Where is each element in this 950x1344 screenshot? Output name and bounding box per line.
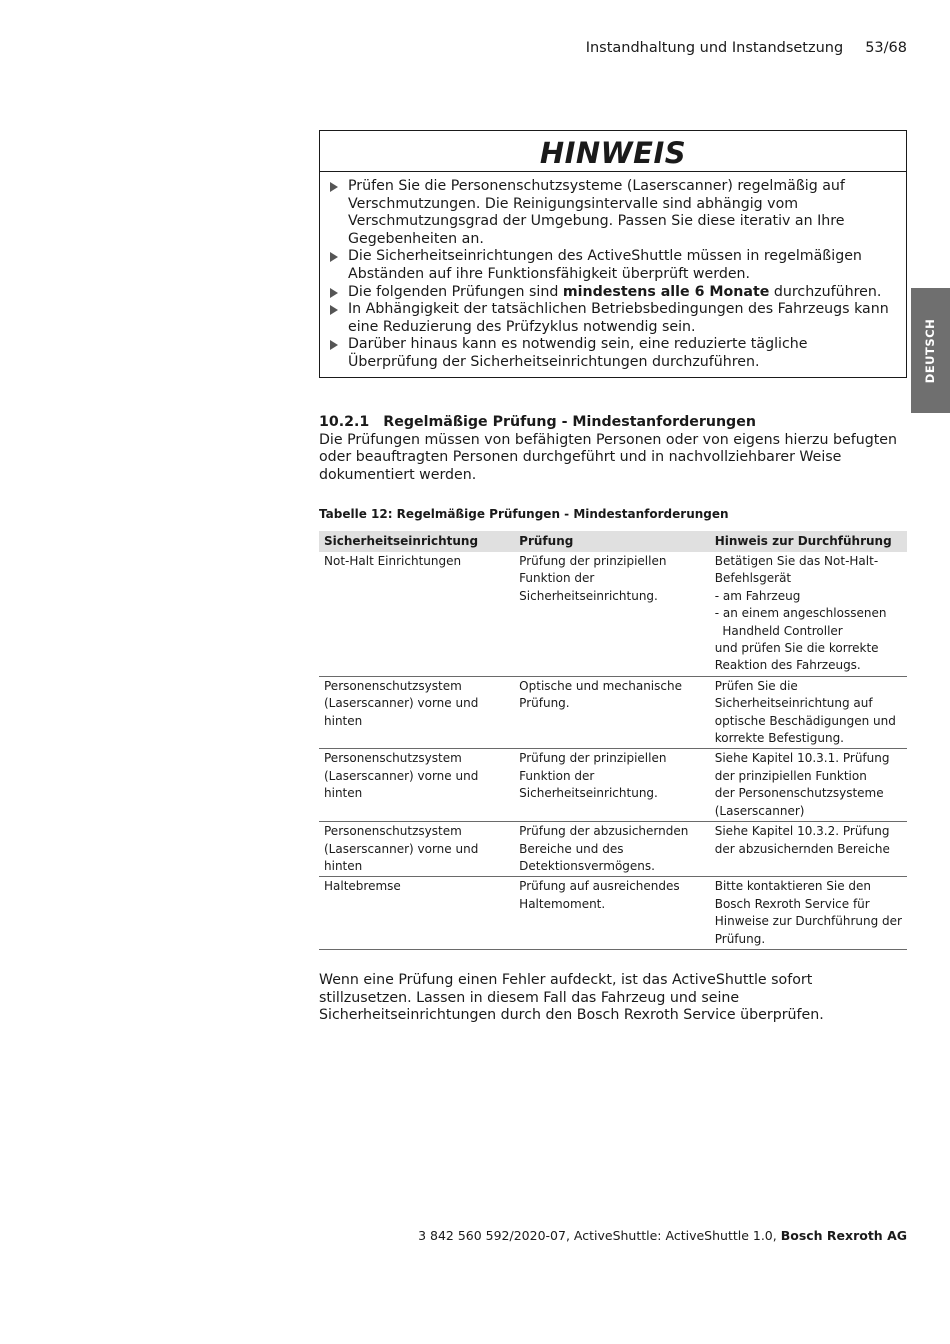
table-body: [319, 552, 907, 949]
column-header: Sicherheitseinrichtung: [319, 531, 514, 552]
cell-line: Optische und mechanische: [519, 678, 682, 693]
notice-title: HINWEIS: [320, 131, 906, 172]
language-tab-label: DEUTSCH: [923, 318, 938, 383]
page-footer: [418, 1228, 907, 1243]
notice-item-text-after: durchzuführen.: [769, 283, 882, 300]
cell-line: Sicherheitseinrichtung auf: [714, 696, 873, 711]
column-header: Prüfung: [514, 531, 710, 552]
cell-line: Prüfung der prinzipiellen: [519, 554, 667, 568]
cell-line: - am Fahrzeug: [714, 588, 801, 603]
language-tab: [911, 288, 950, 413]
table-row: [319, 822, 907, 877]
cell-line: der abzusichernden Bereiche: [714, 841, 890, 856]
cell-line: optische Beschädigungen und: [714, 713, 896, 728]
notice-item: [330, 336, 900, 371]
footer-text: 3 842 560 592/2020-07, ActiveShuttle: ActiveShuttle 1.0,: [418, 1228, 781, 1243]
table-row: [319, 676, 907, 749]
cell-line: Prüfen Sie die: [714, 678, 798, 693]
page-number: 53/68: [865, 40, 907, 56]
bullet-triangle-icon: [330, 182, 338, 192]
notice-item-text: Prüfen Sie die Personenschutzsysteme (Laserscanner) regelmäßig auf Verschmutzungen. Die Reinigungsintervalle sind abhängig vom Verschmutzungsgrad der Umgebung. Passen Sie diese iterativ an Ihre Gegebenheiten an.: [348, 178, 845, 247]
cell-line: Sicherheitseinrichtung.: [519, 786, 658, 801]
notice-item-text-before: Die folgenden Prüfungen sind: [348, 283, 563, 300]
table-cell: [319, 877, 514, 950]
table-cell: [319, 749, 514, 822]
cell-line: Prüfung auf ausreichendes: [519, 879, 680, 894]
cell-line: Reaktion des Fahrzeugs.: [714, 658, 861, 673]
table-header-row: [319, 531, 907, 552]
cell-line: der Personenschutzsysteme: [714, 786, 884, 801]
cell-line: Prüfung der abzusichernden: [519, 824, 689, 839]
table-cell: [710, 676, 907, 749]
cell-line: Handheld Controller: [714, 623, 843, 638]
cell-line: hinten: [324, 786, 363, 801]
table-caption: Tabelle 12: Regelmäßige Prüfungen - Mindestanforderungen: [319, 507, 729, 521]
table-cell: [319, 676, 514, 749]
cell-line: (Laserscanner) vorne und: [324, 696, 479, 711]
table-row: [319, 877, 907, 950]
cell-line: - an einem angeschlossenen: [714, 606, 887, 621]
cell-line: Personenschutzsystem: [324, 678, 462, 693]
column-header: Hinweis zur Durchführung: [710, 531, 907, 552]
table-cell: [710, 552, 907, 676]
cell-line: hinten: [324, 858, 363, 873]
cell-line: Personenschutzsystem: [324, 824, 462, 839]
cell-line: Prüfung.: [519, 696, 570, 711]
closing-paragraph: Wenn eine Prüfung einen Fehler aufdeckt, ist das ActiveShuttle sofort stillzusetzen. Lassen in diesem Fall das Fahrzeug und seine Sicherheitseinrichtungen durch den Bosch Rexroth Service überprüfen.: [319, 972, 824, 1024]
cell-line: Siehe Kapitel 10.3.2. Prüfung: [714, 824, 890, 839]
table-cell: [710, 749, 907, 822]
cell-line: hinten: [324, 713, 363, 728]
cell-line: Not-Halt Einrichtungen: [324, 554, 462, 568]
notice-box: [319, 130, 907, 378]
footer-company: Bosch Rexroth AG: [780, 1228, 907, 1243]
cell-line: Bitte kontaktieren Sie den: [714, 879, 872, 894]
bullet-triangle-icon: [330, 340, 338, 350]
notice-list: [320, 172, 906, 372]
notice-item-text: Darüber hinaus kann es notwendig sein, eine reduzierte tägliche Überprüfung der Sicherheitseinrichtungen durchzuführen.: [348, 336, 808, 370]
section-body: Die Prüfungen müssen von befähigten Personen oder von eigens hierzu befugten oder beauftragten Personen durchgeführt und in nachvollziehbarer Weise dokumentiert werden.: [319, 431, 898, 483]
table-cell: [514, 676, 710, 749]
section-title: Regelmäßige Prüfung - Mindestanforderungen: [383, 414, 756, 430]
cell-line: Haltebremse: [324, 879, 401, 894]
table-cell: [514, 822, 710, 877]
notice-item: [330, 284, 900, 302]
cell-line: Funktion der: [519, 768, 595, 783]
cell-line: der prinzipiellen Funktion: [714, 768, 867, 783]
cell-line: Bereiche und des: [519, 841, 624, 856]
bullet-triangle-icon: [330, 252, 338, 262]
cell-line: Hinweise zur Durchführung der: [714, 914, 902, 929]
table-cell: [514, 749, 710, 822]
notice-item-text: In Abhängigkeit der tatsächlichen Betriebsbedingungen des Fahrzeugs kann eine Reduzierung des Prüfzyklus notwendig sein.: [348, 301, 889, 335]
table-cell: [319, 552, 514, 676]
cell-line: (Laserscanner) vorne und: [324, 768, 479, 783]
cell-line: Betätigen Sie das Not-Halt-: [714, 554, 879, 568]
header-title: Instandhaltung und Instandsetzung: [585, 40, 844, 56]
section-10-2-1: [319, 414, 909, 484]
table-cell: [319, 822, 514, 877]
table-cell: [514, 552, 710, 676]
cell-line: (Laserscanner) vorne und: [324, 841, 479, 856]
cell-line: Prüfung der prinzipiellen: [519, 751, 667, 766]
cell-line: Siehe Kapitel 10.3.1. Prüfung: [714, 751, 890, 766]
section-heading: [319, 414, 909, 432]
notice-item-text: Die Sicherheitseinrichtungen des ActiveShuttle müssen in regelmäßigen Abständen auf ihre Funktionsfähigkeit überprüft werden.: [348, 248, 862, 282]
table-cell: [710, 822, 907, 877]
inspection-table: [319, 531, 907, 950]
cell-line: Haltemoment.: [519, 896, 606, 911]
bullet-triangle-icon: [330, 305, 338, 315]
cell-line: Sicherheitseinrichtung.: [519, 588, 658, 603]
cell-line: Detektionsvermögens.: [519, 858, 655, 873]
table-row: [319, 552, 907, 676]
cell-line: Befehlsgerät: [714, 571, 792, 586]
cell-line: Bosch Rexroth Service für: [714, 896, 870, 911]
cell-line: (Laserscanner): [714, 803, 805, 818]
bullet-triangle-icon: [330, 288, 338, 298]
cell-line: Prüfung.: [714, 931, 766, 946]
cell-line: und prüfen Sie die korrekte: [714, 641, 879, 656]
table-cell: [514, 877, 710, 950]
cell-line: Personenschutzsystem: [324, 751, 462, 766]
cell-line: Funktion der: [519, 571, 595, 586]
page-header: [586, 40, 907, 56]
table-cell: [710, 877, 907, 950]
notice-item: [330, 248, 900, 283]
notice-item-text-bold: mindestens alle 6 Monate: [562, 283, 770, 300]
cell-line: korrekte Befestigung.: [714, 731, 844, 746]
notice-item: [330, 301, 900, 336]
table-row: [319, 749, 907, 822]
notice-item: [330, 178, 900, 248]
section-number: 10.2.1: [319, 414, 370, 430]
